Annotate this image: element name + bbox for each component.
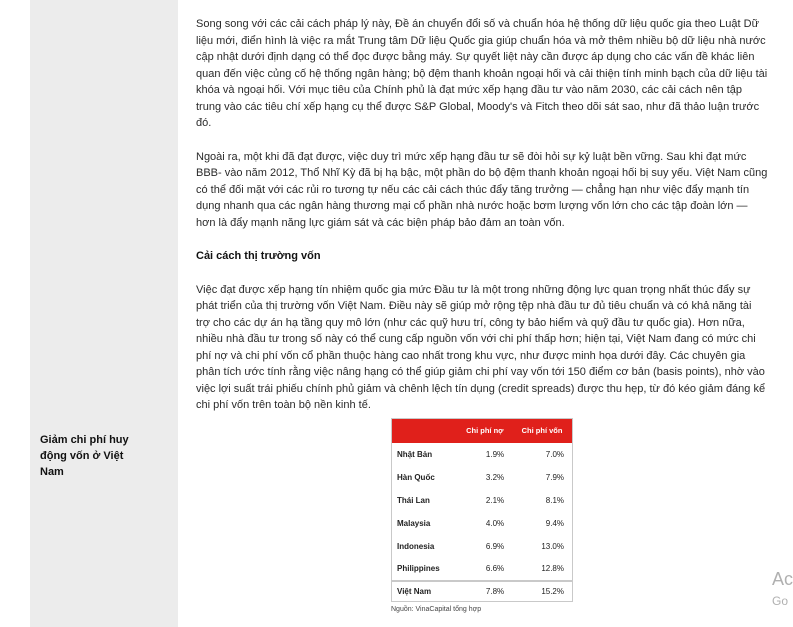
table-row	[392, 535, 573, 558]
paragraph-rating-discipline: Ngoài ra, một khi đã đạt được, việc duy trì mức xếp hạng đầu tư sẽ đòi hỏi sự kỷ luật bền vững. Sau khi đạt mức BBB- vào năm 2012, Thổ Nhĩ Kỳ đã bị hạ bậc, một phần do bộ đệm thanh khoản ngoại hối bị suy yếu. Việt Nam cũng có thể đối mặt với các rủi ro tương tự nếu các cải cách thúc đẩy tăng trưởng — chẳng hạn như việc đẩy mạnh tín dụng nhanh qua các ngân hàng thương mại cổ phần nhà nước hoặc bơm lượng vốn lớn cho các tập đoàn lớn — hơn là đẩy mạnh năng lực giám sát và các biện pháp bảo đảm an toàn vốn.	[196, 150, 768, 229]
section-heading: Cải cách thị trường vốn	[196, 250, 321, 262]
sidebar-panel	[30, 0, 178, 627]
equity-cost-cell: 13.0%	[541, 541, 564, 551]
sidebar-heading: Giảm chi phí huy động vốn ở Việt Nam	[40, 434, 129, 478]
equity-cost-cell: 9.4%	[545, 518, 564, 528]
equity-cost-cell: 12.8%	[541, 564, 564, 573]
debt-cost-cell: 7.8%	[458, 581, 513, 602]
table-header-row	[392, 419, 573, 443]
watermark-title: Ac	[772, 569, 793, 589]
country-cell: Hàn Quốc	[397, 472, 435, 482]
paragraph-capital-market: Việc đạt được xếp hạng tín nhiệm quốc gia mức Đầu tư là một trong những động lực quan trọng nhất thúc đẩy sự phát triển của thị trường vốn Việt Nam. Điều này sẽ giúp mở rộng tệp nhà đầu tư đủ tiêu chuẩn và có khả năng tài trợ cho các dự án hạ tầng quy mô lớn (như các quỹ hưu trí, công ty bảo hiểm và quỹ đầu tư quốc gia). Hơn nữa, nhiều nhà đầu tư trong số này có thể cung cấp nguồn vốn với chi phí thấp hơn; hiện tại, Việt Nam đang có mức chi phí nợ và chi phí vốn cổ phần thuộc hàng cao nhất trong khu vực, như được minh họa dưới đây. Các chuyên gia phân tích ước tính rằng việc nâng hạng có thể giúp giảm chi phí vay vốn tới 150 điểm cơ bản (basis points), nhờ vào việc lợi suất trái phiếu chính phủ giảm và chênh lệch tín dụng (credit spreads) được thu hẹp, từ đó kéo giảm đáng kể chi phí vốn trên toàn bộ nền kinh tế.	[196, 283, 766, 411]
table-row	[392, 466, 573, 489]
country-cell: Malaysia	[397, 518, 431, 528]
table-row-vietnam	[392, 581, 573, 602]
equity-cost-cell: 7.0%	[545, 449, 564, 459]
article-body	[196, 16, 768, 414]
country-cell: Nhật Bản	[397, 449, 433, 459]
debt-cost-cell: 4.0%	[485, 518, 505, 528]
equity-cost-cell: 7.9%	[545, 472, 564, 482]
equity-cost-cell: 15.2%	[512, 581, 572, 602]
debt-cost-cell: 6.6%	[485, 564, 505, 573]
table-row	[392, 489, 573, 512]
paragraph-legal-reforms: Song song với các cải cách pháp lý này, Đề án chuyển đổi số và chuẩn hóa hệ thống dữ liệu quốc gia theo Luật Dữ liệu mới, điển hình là việc ra mắt Trung tâm Dữ liệu Quốc gia giúp chuẩn hóa và mở thêm nhiều bộ dữ liệu nhà nước cập nhật dưới định dạng có thể đọc được bằng máy. Sự quyết liệt này cần được áp dụng cho các vấn đề khác liên quan đến việc củng cố hệ thống ngân hàng; bộ đệm thanh khoản ngoại hối và cải thiện tính minh bạch của dữ liệu tài khóa và ngoại hối. Với mục tiêu của Chính phủ là đạt mức xếp hạng đầu tư vào năm 2030, các cải cách nên tập trung vào các tiêu chí xếp hạng cụ thể được S&P Global, Moody's và Fitch theo dõi sát sao, như đã thảo luận trước đó.	[196, 18, 768, 129]
table-header-equity: Chi phí vốn	[512, 419, 572, 443]
debt-cost-cell: 6.9%	[485, 541, 505, 551]
country-cell: Việt Nam	[392, 581, 458, 602]
table-header-country	[392, 419, 458, 443]
equity-cost-cell: 8.1%	[545, 495, 564, 505]
country-cell: Thái Lan	[397, 495, 430, 505]
country-cell: Philippines	[397, 564, 440, 573]
cost-of-capital-table	[391, 418, 573, 602]
watermark-subtitle: Go	[772, 594, 789, 608]
table-source-note: Nguồn: VinaCapital tổng hợp	[391, 606, 482, 613]
country-cell: Indonesia	[397, 541, 435, 551]
table-header-debt: Chi phí nợ	[458, 419, 513, 443]
debt-cost-cell: 3.2%	[485, 472, 505, 482]
table-row	[392, 512, 573, 535]
debt-cost-cell: 2.1%	[485, 495, 505, 505]
table-row	[392, 558, 573, 581]
table-row	[392, 443, 573, 466]
debt-cost-cell: 1.9%	[485, 449, 505, 459]
